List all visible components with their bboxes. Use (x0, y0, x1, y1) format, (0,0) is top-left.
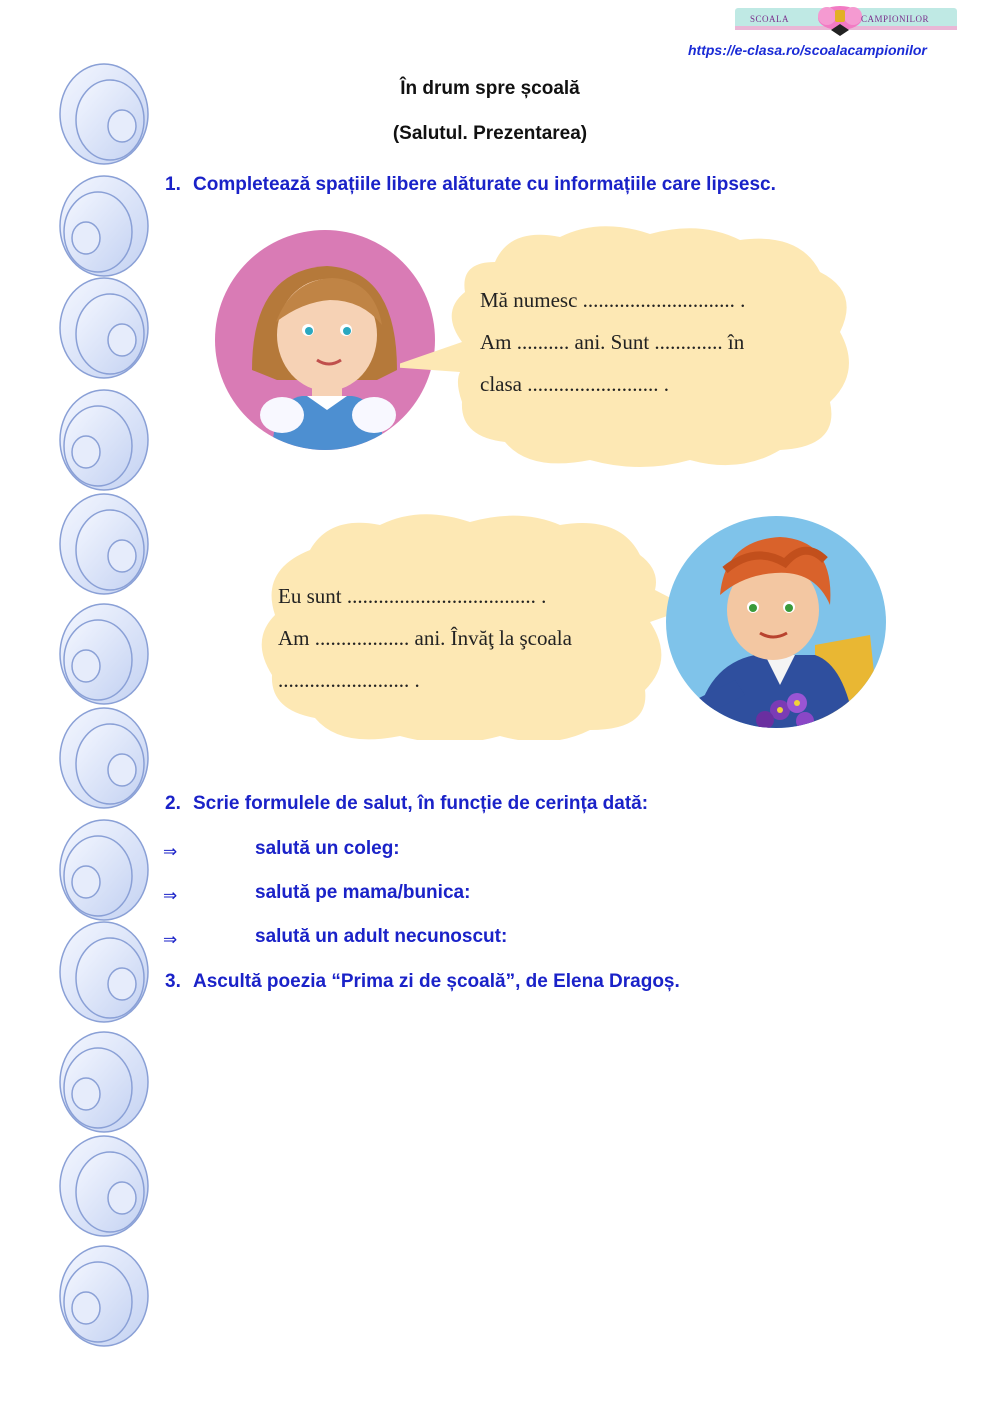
spiral-binding-ring-icon (58, 62, 154, 1352)
boy-line-1: Eu sunt .................................... . (278, 584, 547, 608)
task-3-number: 3. (165, 971, 181, 992)
task-1-number: 1. (165, 174, 181, 195)
girl-line-3: clasa ......................... . (480, 372, 669, 396)
girl-line-2: Am .......... ani. Sunt ............. în (480, 330, 745, 354)
task-1-text: Completează spațiile libere alăturate cu informațiile care lipsesc. (193, 174, 776, 195)
boy-line-2: Am .................. ani. Învăţ la şcoala (278, 626, 572, 650)
girl-speech-bubble (400, 222, 860, 472)
task-3-text: Ascultă poezia “Prima zi de școală”, de Elena Dragoș. (193, 971, 680, 992)
boy-line-3: ......................... . (278, 668, 420, 692)
page-title: În drum spre școală (400, 78, 580, 99)
task-2-text: Scrie formulele de salut, în funcție de cerința dată: (193, 793, 649, 814)
task-2 (165, 793, 648, 815)
task-1 (165, 174, 776, 196)
website-url[interactable]: https://e-clasa.ro/scoalacampionilor (688, 42, 927, 58)
boy-illustration (665, 515, 887, 729)
arrow-icon: ⇒ (163, 930, 178, 950)
task-3 (165, 971, 680, 993)
girl-line-1: Mă numesc ............................. . (480, 288, 746, 312)
logo-text-right: CAMPIONILOR (861, 14, 930, 24)
logo-text-left: SCOALA (750, 14, 790, 24)
subtask-greet-adult: salută un adult necunoscut: (255, 926, 508, 947)
subtask-greet-colleague: salută un coleg: (255, 838, 400, 859)
school-logo (735, 4, 957, 40)
page-subtitle: (Salutul. Prezentarea) (392, 123, 588, 144)
boy-speech-bubble (250, 510, 690, 740)
subtask-greet-mother: salută pe mama/bunica: (255, 882, 471, 903)
arrow-icon: ⇒ (163, 842, 178, 862)
task-2-number: 2. (165, 793, 181, 814)
spiral-binding (58, 62, 154, 1357)
arrow-icon: ⇒ (163, 886, 178, 906)
